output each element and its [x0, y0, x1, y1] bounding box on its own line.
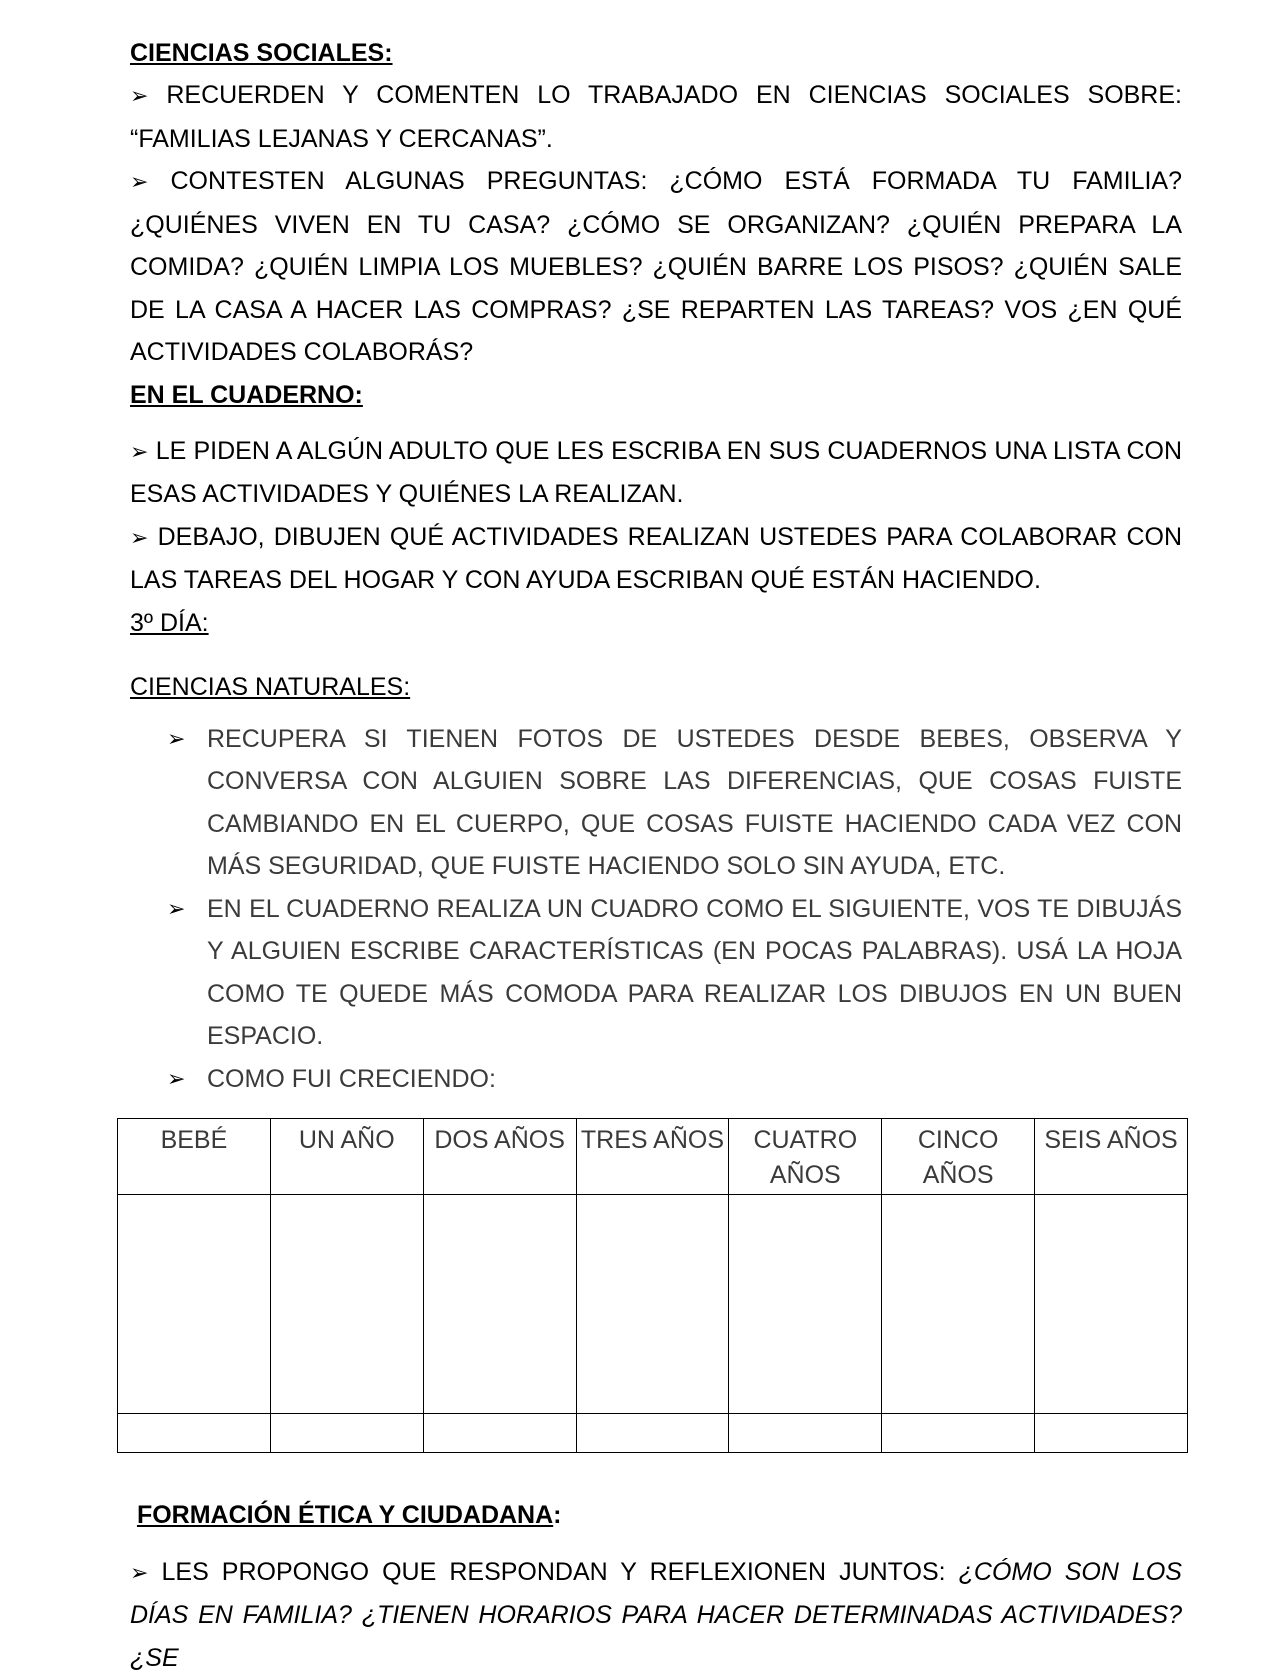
table-header-row — [118, 1119, 1188, 1195]
main-content — [130, 32, 1182, 1100]
arrowhead-bullet-icon: ➢ — [167, 718, 185, 761]
paragraph-sociales-2 — [130, 160, 1182, 374]
arrowhead-bullet-icon: ➢ — [130, 525, 148, 550]
list-item — [207, 888, 1182, 1058]
table-header-cell: SEIS AÑOS — [1035, 1119, 1188, 1195]
table-cell — [576, 1195, 729, 1414]
heading-en-el-cuaderno: EN EL CUADERNO: — [130, 374, 1182, 416]
table-cell — [729, 1414, 882, 1453]
text-sociales-2: CONTESTEN ALGUNAS PREGUNTAS: ¿CÓMO ESTÁ FORMADA TU FAMILIA? ¿QUIÉNES VIVEN EN TU CASA? ¿CÓMO SE ORGANIZAN? ¿QUIÉN PREPARA LA COMIDA? ¿QUIÉN LIMPIA LOS MUEBLES? ¿QUIÉN BARRE LOS PISOS? ¿QUIÉN SALE DE LA CASA A HACER LAS COMPRAS? ¿SE REPARTEN LAS TAREAS? VOS ¿EN QUÉ ACTIVIDADES COLABORÁS? — [130, 167, 1182, 366]
naturales-list — [130, 718, 1182, 1101]
etica-section — [130, 1494, 1182, 1679]
table-cell — [423, 1414, 576, 1453]
heading-ciencias-naturales: CIENCIAS NATURALES: — [130, 666, 1182, 708]
arrowhead-bullet-icon: ➢ — [130, 1560, 148, 1585]
table-cell — [1035, 1195, 1188, 1414]
table-cell — [423, 1195, 576, 1414]
list-item-text: EN EL CUADERNO REALIZA UN CUADRO COMO EL SIGUIENTE, VOS TE DIBUJÁS Y ALGUIEN ESCRIBE CARACTERÍSTICAS (EN POCAS PALABRAS). USÁ LA HOJA COMO TE QUEDE MÁS COMODA PARA REALIZAR LOS DIBUJOS EN UN BUEN ESPACIO. — [207, 895, 1182, 1051]
arrowhead-bullet-icon: ➢ — [130, 439, 148, 464]
growth-table — [117, 1118, 1188, 1453]
table-header-cell: TRES AÑOS — [576, 1119, 729, 1195]
table-cell — [270, 1414, 423, 1453]
paragraph-cuaderno-1 — [130, 430, 1182, 516]
arrowhead-bullet-icon: ➢ — [167, 1058, 185, 1101]
paragraph-sociales-1 — [130, 74, 1182, 160]
table-cell — [1035, 1414, 1188, 1453]
heading-formacion-etica — [130, 1494, 1182, 1537]
table-header-cell: DOS AÑOS — [423, 1119, 576, 1195]
text-cuaderno-2: DEBAJO, DIBUJEN QUÉ ACTIVIDADES REALIZAN USTEDES PARA COLABORAR CON LAS TAREAS DEL HOGAR Y CON AYUDA ESCRIBAN QUÉ ESTÁN HACIENDO. — [130, 523, 1182, 595]
table-cell — [882, 1414, 1035, 1453]
text-etica-plain: LES PROPONGO QUE RESPONDAN Y REFLEXIONEN JUNTOS: — [162, 1558, 959, 1586]
list-item — [207, 718, 1182, 888]
heading-dia: 3º DÍA: — [130, 602, 1182, 644]
heading-colon: : — [553, 1501, 561, 1529]
table-cell — [882, 1195, 1035, 1414]
list-item-text: COMO FUI CRECIENDO: — [207, 1065, 496, 1093]
list-item — [207, 1058, 1182, 1101]
table-cell — [270, 1195, 423, 1414]
table-header-cell: UN AÑO — [270, 1119, 423, 1195]
text-etica-italic: ¿CÓMO SON LOS DÍAS EN FAMILIA? ¿TIENEN HORARIOS PARA HACER DETERMINADAS ACTIVIDADES? ¿SE — [130, 1558, 1182, 1672]
table-header-cell: BEBÉ — [118, 1119, 271, 1195]
table-header-cell: CUATRO AÑOS — [729, 1119, 882, 1195]
arrowhead-bullet-icon: ➢ — [130, 169, 148, 194]
table-row — [118, 1195, 1188, 1414]
table-cell — [118, 1414, 271, 1453]
arrowhead-bullet-icon: ➢ — [130, 83, 148, 108]
table-cell — [576, 1414, 729, 1453]
table-cell — [118, 1195, 271, 1414]
table-cell — [729, 1195, 882, 1414]
heading-formacion-etica-text: FORMACIÓN ÉTICA Y CIUDADANA — [137, 1501, 553, 1529]
heading-ciencias-sociales: CIENCIAS SOCIALES: — [130, 32, 1182, 74]
paragraph-cuaderno-2 — [130, 516, 1182, 602]
text-cuaderno-1: LE PIDEN A ALGÚN ADULTO QUE LES ESCRIBA EN SUS CUADERNOS UNA LISTA CON ESAS ACTIVIDADES Y QUIÉNES LA REALIZAN. — [130, 437, 1182, 509]
table-row — [118, 1414, 1188, 1453]
arrowhead-bullet-icon: ➢ — [167, 888, 185, 931]
paragraph-etica-1 — [130, 1551, 1182, 1679]
list-item-text: RECUPERA SI TIENEN FOTOS DE USTEDES DESDE BEBES, OBSERVA Y CONVERSA CON ALGUIEN SOBRE LAS DIFERENCIAS, QUE COSAS FUISTE CAMBIANDO EN EL CUERPO, QUE COSAS FUISTE HACIENDO CADA VEZ CON MÁS SEGURIDAD, QUE FUISTE HACIENDO SOLO SIN AYUDA, ETC. — [207, 725, 1182, 881]
table-header-cell: CINCO AÑOS — [882, 1119, 1035, 1195]
text-sociales-1: RECUERDEN Y COMENTEN LO TRABAJADO EN CIENCIAS SOCIALES SOBRE: “FAMILIAS LEJANAS Y CERCANAS”. — [130, 81, 1182, 153]
